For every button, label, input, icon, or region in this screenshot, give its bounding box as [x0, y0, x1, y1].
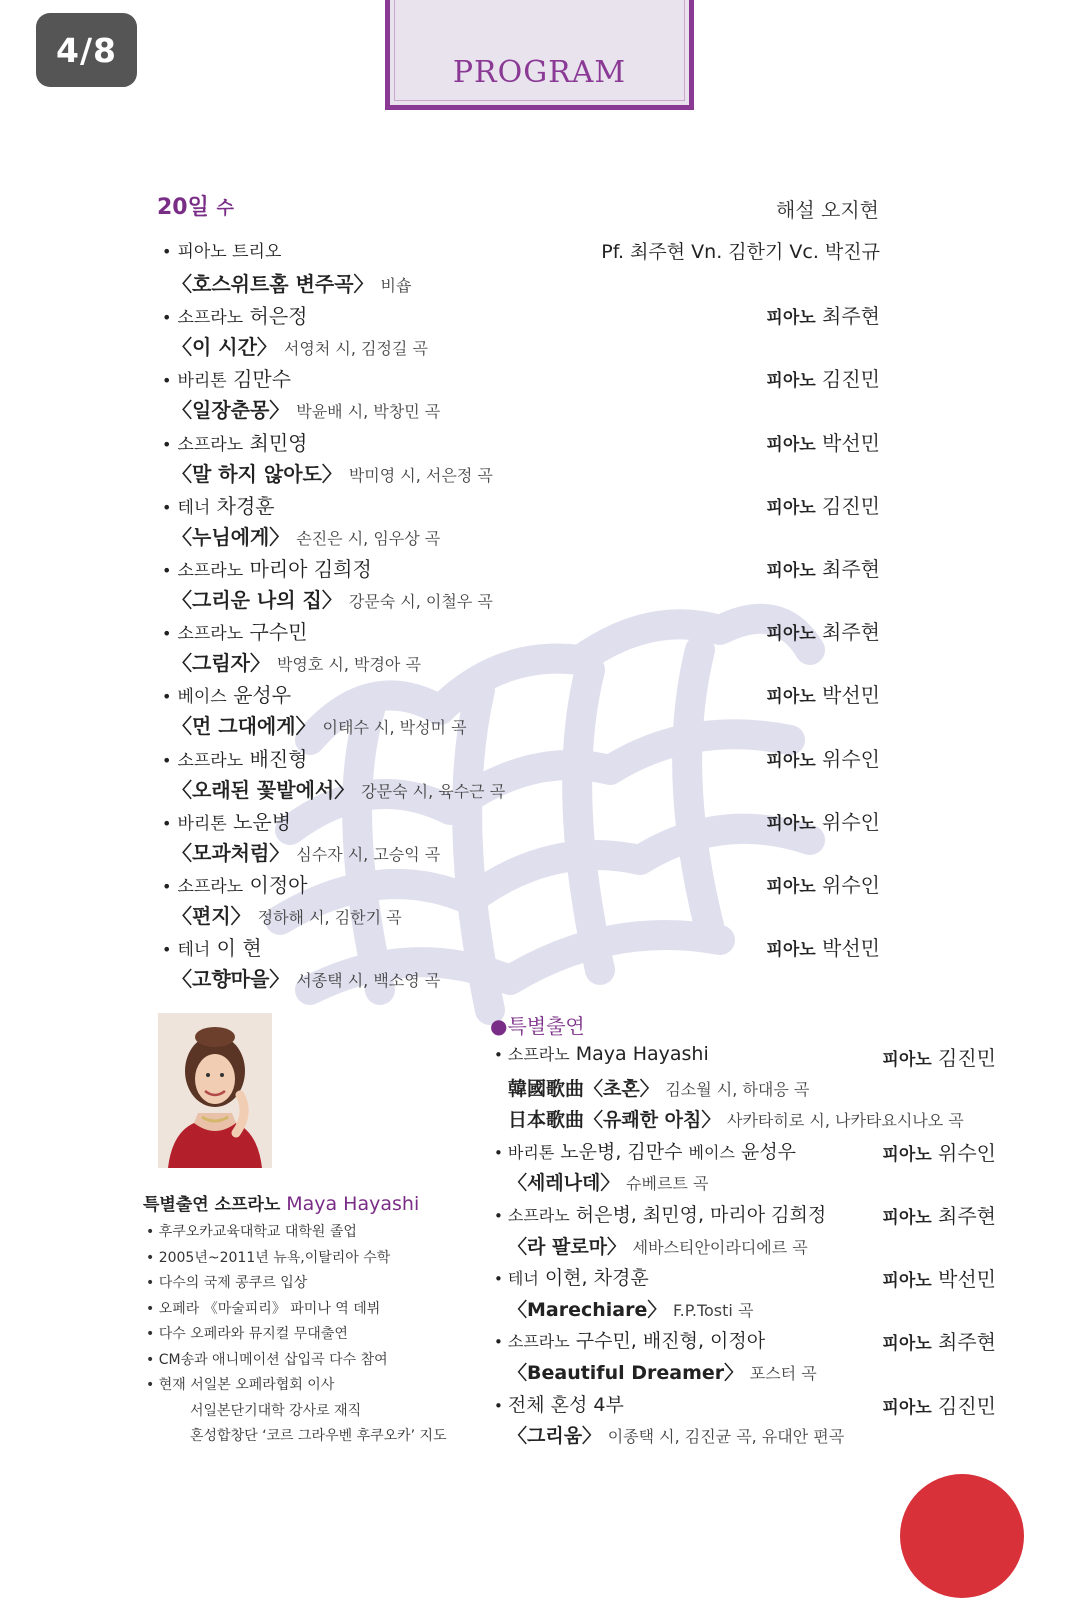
work-credit: 손진은 시, 임우상 곡 [296, 528, 441, 548]
work-line [508, 1295, 753, 1322]
performer-role: 소프라노 [177, 434, 244, 455]
accompanist [766, 490, 880, 519]
banner-title: PROGRAM [452, 55, 627, 90]
work-line [508, 1168, 708, 1195]
special-entry [494, 1263, 996, 1293]
program-entry [162, 363, 880, 423]
work-title: 〈오래된 꽃밭에서〉 [172, 777, 355, 802]
special-entry [494, 1326, 996, 1356]
accompanist-name: 박선민 [822, 430, 880, 455]
performer-name: 노운병 [233, 809, 292, 834]
accompanist [766, 743, 880, 772]
performer-role: 소프라노 [177, 561, 244, 581]
program-entry [162, 616, 880, 676]
profile-item: • 다수 오페라와 뮤지컬 무대출연 [146, 1326, 348, 1342]
accompanist [882, 1137, 996, 1166]
profile-list [146, 1221, 447, 1451]
bullet-icon: • [162, 434, 172, 454]
work-title: 〈라 팔로마〉 [508, 1235, 627, 1258]
work-line [172, 331, 428, 360]
performer-photo [158, 1013, 272, 1168]
work-title: 〈편지〉 [172, 904, 251, 928]
profile-item: • CM송과 애니메이션 삽입곡 다수 참여 [146, 1351, 388, 1368]
performer-line [162, 679, 291, 708]
work-line [172, 900, 402, 929]
performer-name: 윤성우 [233, 683, 292, 708]
performer-name: 전체 혼성 4부 [507, 1393, 624, 1416]
profile-subitem: 서일본단기대학 강사로 재직 [190, 1402, 362, 1419]
performer-name: 허은정 [249, 304, 308, 329]
bullet-icon: • [162, 687, 172, 707]
work-line [172, 963, 440, 992]
work-title: 〈모과처럼〉 [172, 840, 290, 865]
accompanist [766, 806, 880, 835]
special-heading: ●특별출연 [490, 1014, 585, 1038]
bullet-icon: • [494, 1143, 503, 1162]
work-line [508, 1358, 817, 1385]
accompanist-role: 피아노 [766, 561, 816, 581]
performer-name: 배진형 [249, 746, 308, 771]
performer-role: 소프라노 [507, 1045, 570, 1064]
work-title: 〈세레나데〉 [508, 1172, 620, 1195]
performer-line [162, 553, 372, 582]
date: 20일 [157, 195, 209, 220]
work-credit: 김소월 시, 하대응 곡 [665, 1079, 810, 1099]
work-line [508, 1074, 809, 1101]
accompanist [766, 300, 880, 329]
performer-line [494, 1326, 765, 1353]
program-entry [162, 743, 880, 803]
performer-name: 최민영 [249, 430, 308, 455]
accompanist-role: 피아노 [766, 497, 816, 518]
bullet-icon: • [494, 1046, 503, 1064]
performer-role: 소프라노 [507, 1206, 570, 1225]
work-line [172, 458, 493, 487]
accompanist-name: 최주현 [822, 304, 880, 329]
performer-role: 테너 [177, 940, 211, 961]
performer-role: 테너 [177, 497, 211, 518]
accompanist-name: 최주현 [822, 557, 880, 581]
weekday: 수 [216, 198, 234, 219]
special-entry [494, 1200, 996, 1230]
work-title: 〈먼 그대에게〉 [172, 714, 316, 739]
performer-line [162, 932, 262, 961]
performer-line [162, 427, 307, 456]
bullet-icon: • [162, 497, 172, 517]
work-line [172, 710, 467, 739]
bullet-icon: • [494, 1270, 503, 1289]
accompanist-role: 피아노 [766, 750, 816, 771]
work-line [172, 394, 440, 423]
accompanist-name: 최주현 [938, 1204, 996, 1228]
accompanist-name: 김진민 [822, 493, 880, 518]
work-title: 〈그리움〉 [508, 1425, 602, 1448]
bullet-icon: • [494, 1207, 503, 1225]
accompanist-name: 박선민 [938, 1267, 996, 1292]
work-title: 〈그림자〉 [172, 651, 270, 676]
performer-line [162, 237, 281, 262]
work-credit: 이종택 시, 김진균 곡, 유대안 편곡 [607, 1427, 845, 1447]
accompanist-name: 박선민 [822, 936, 880, 961]
bullet-icon: • [162, 561, 172, 580]
accompanist-name: 김진민 [938, 1393, 996, 1418]
accompanist [766, 363, 880, 392]
accompanist-role: 피아노 [766, 877, 816, 897]
page-counter: 4/8 [36, 13, 137, 87]
accompanist-role: 피아노 [882, 1208, 932, 1228]
performer-name: 이정아 [249, 873, 308, 897]
performer-name: 구수민 [249, 620, 308, 645]
work-line [508, 1232, 808, 1259]
work-credit: 슈베르트 곡 [626, 1174, 709, 1194]
performer-role: 테너 [507, 1269, 539, 1289]
work-credit: 이태수 시, 박성미 곡 [322, 718, 467, 738]
bullet-icon: • [162, 877, 172, 896]
program-entry [162, 932, 880, 992]
accompanist [766, 616, 880, 645]
accompanist [766, 427, 880, 456]
accompanist-name: 위수인 [938, 1140, 996, 1165]
accompanist [882, 1390, 996, 1419]
work-title: 〈Beautiful Dreamer〉 [508, 1362, 744, 1384]
performer-role: 소프라노 [177, 750, 244, 771]
accompanist [766, 679, 880, 708]
work-line [172, 584, 493, 613]
performer-name: Maya Hayashi [575, 1043, 709, 1065]
profile-item: • 오페라 《마술피리》 파미나 역 데뷔 [146, 1300, 381, 1317]
work-line [172, 837, 440, 866]
work-title: 〈그리운 나의 집〉 [172, 588, 342, 612]
special-entry [494, 1042, 996, 1072]
performer-name: 이현, 차경훈 [544, 1267, 649, 1290]
profile-title [143, 1190, 419, 1215]
accompanist [882, 1326, 996, 1355]
performer-line [162, 363, 291, 392]
bullet-icon: • [162, 940, 172, 960]
work-line [172, 268, 411, 297]
program-entry [162, 553, 880, 613]
accompanist-name: 김진민 [938, 1046, 996, 1070]
work-line [172, 521, 440, 550]
date-heading [157, 190, 234, 221]
accompanist-role: 피아노 [882, 1144, 932, 1165]
profile-item: • 2005년~2011년 뉴욕,이탈리아 수학 [146, 1249, 391, 1266]
work-title: 日本歌曲〈유쾌한 아침〉 [508, 1109, 721, 1132]
commentary-credit: 해설 오지현 [776, 198, 879, 222]
performer-line [162, 490, 275, 519]
program-entry [162, 300, 880, 360]
accompanist [766, 932, 880, 961]
work-title: 〈고향마을〉 [172, 967, 290, 992]
work-credit: 강문숙 시, 이철우 곡 [348, 592, 493, 611]
work-title: 韓國歌曲〈초혼〉 [508, 1077, 659, 1100]
performer-role: 바리톤 [177, 813, 227, 834]
work-title: 〈일장춘몽〉 [172, 398, 290, 423]
accompanist-role: 피아노 [766, 434, 816, 455]
work-title: 〈말 하지 않아도〉 [172, 461, 342, 486]
performer-line [494, 1390, 624, 1417]
work-credit: 박영호 시, 박경아 곡 [276, 655, 421, 675]
profile-item: • 후쿠오카교육대학교 대학원 졸업 [146, 1224, 357, 1240]
program-entry [162, 806, 880, 866]
accompanist-name: 위수인 [822, 873, 880, 897]
work-title: 〈이 시간〉 [172, 335, 277, 360]
program-entry [162, 869, 880, 929]
performer-line [494, 1263, 649, 1290]
special-entry [494, 1390, 996, 1420]
program-entry [162, 237, 880, 297]
accompanist-role: 피아노 [882, 1397, 932, 1418]
performer-name: 허은병, 최민영, 마리아 김희정 [575, 1204, 827, 1226]
work-credit: 정하해 시, 김한기 곡 [257, 908, 402, 927]
performer-role: 소프라노 [177, 624, 244, 645]
work-title: 〈호스위트홈 변주곡〉 [172, 272, 374, 296]
special-entry [494, 1137, 996, 1167]
performer-line [162, 806, 291, 835]
program-entry [162, 490, 880, 550]
work-credit: 강문숙 시, 육수근 곡 [361, 781, 506, 801]
work-line [508, 1105, 964, 1132]
work-credit: 비숍 [380, 276, 412, 295]
work-title: 〈누님에게〉 [172, 524, 290, 549]
work-credit: 포스터 곡 [749, 1364, 817, 1383]
performer-name: 이 현 [216, 936, 262, 961]
accompanist [882, 1042, 996, 1071]
work-title: 〈Marechiare〉 [508, 1298, 667, 1321]
program-entry [162, 427, 880, 487]
accompanist-role: 피아노 [882, 1050, 932, 1070]
work-credit: F.P.Tosti 곡 [673, 1300, 754, 1320]
performer-role: 베이스 [177, 687, 227, 708]
profile-name: Maya Hayashi [286, 1193, 420, 1215]
performer-line [162, 869, 307, 898]
accompanist-role: 피아노 [766, 940, 816, 961]
performer-role: 소프라노 [507, 1332, 570, 1352]
work-line [172, 774, 505, 803]
accompanist-role: 피아노 [882, 1334, 932, 1355]
accompanist-name: 위수인 [822, 809, 880, 834]
performer-role: 피아노 트리오 [177, 242, 282, 262]
work-credit: 박미영 시, 서은정 곡 [348, 465, 493, 485]
bullet-icon: • [162, 308, 172, 328]
profile-subitem: 혼성합창단 ‘코르 그라우벤 후쿠오카’ 지도 [190, 1428, 447, 1444]
accompanist-name: 박선민 [822, 683, 880, 708]
performer-role: 소프라노 [177, 308, 244, 329]
performer-line [162, 743, 307, 772]
performer-name: 노운병, 김만수 [560, 1140, 683, 1163]
work-credit: 심수자 시, 고승익 곡 [296, 844, 441, 864]
accompanist [601, 237, 880, 264]
accompanist [766, 553, 880, 582]
performer-role: 바리톤 [177, 371, 227, 392]
profile-item: • 다수의 국제 콩쿠르 입상 [146, 1275, 308, 1291]
bullet-icon: • [494, 1333, 503, 1352]
performer-name: 마리아 김희정 [249, 557, 372, 581]
bullet-icon: • [494, 1396, 503, 1415]
accompanist-role: 피아노 [882, 1271, 932, 1292]
performer-line [162, 300, 307, 329]
performer-role: 베이스 [688, 1142, 735, 1162]
performer-line [494, 1042, 709, 1065]
profile-item: • 현재 서일본 오페라협회 이사 [146, 1377, 335, 1393]
work-credit: 박윤배 시, 박창민 곡 [296, 402, 441, 422]
accompanist-name: 최주현 [938, 1330, 996, 1355]
performer-line [162, 616, 307, 645]
work-credit: 사카타히로 시, 나카타요시나오 곡 [727, 1111, 964, 1131]
performer-name: 윤성우 [740, 1140, 797, 1163]
performer-name: 김만수 [233, 367, 292, 392]
accompanist-role: 피아노 [766, 308, 816, 329]
bullet-icon: • [162, 750, 172, 770]
accompanist-name: 위수인 [822, 746, 880, 771]
accompanist-role: 피아노 [766, 813, 816, 834]
accompanist [882, 1263, 996, 1292]
work-line [508, 1421, 844, 1448]
work-credit: 서종택 시, 백소영 곡 [296, 971, 441, 991]
bullet-icon: • [162, 242, 172, 261]
accompanist [766, 869, 880, 898]
work-line [172, 647, 421, 676]
performer-name: 차경훈 [216, 493, 275, 518]
accompanist-name: 최주현 [822, 620, 880, 645]
red-circle-decoration [900, 1474, 1024, 1598]
program-banner [385, 0, 694, 110]
performer-line [494, 1200, 826, 1227]
accompanist-role: 피아노 [766, 687, 816, 708]
accompanist-role: 피아노 [766, 371, 816, 392]
accompanist [882, 1200, 996, 1229]
accompanist-role: 피아노 [766, 624, 816, 645]
work-credit: 세바스티안이라디에르 곡 [632, 1237, 808, 1257]
accompanist-name: Pf. 최주현 Vn. 김한기 Vc. 박진규 [601, 241, 880, 263]
performer-role: 바리톤 [507, 1142, 555, 1162]
performer-role: 소프라노 [177, 877, 244, 897]
performer-line [494, 1137, 796, 1164]
work-credit: 서영처 시, 김정길 곡 [283, 339, 428, 359]
accompanist-name: 김진민 [822, 367, 880, 392]
profile-title-prefix: 특별출연 소프라노 [143, 1195, 281, 1215]
bullet-icon: • [162, 813, 172, 833]
performer-name: 구수민, 배진형, 이정아 [575, 1330, 766, 1353]
bullet-icon: • [162, 624, 172, 644]
program-entry [162, 679, 880, 739]
bullet-icon: • [162, 371, 172, 391]
